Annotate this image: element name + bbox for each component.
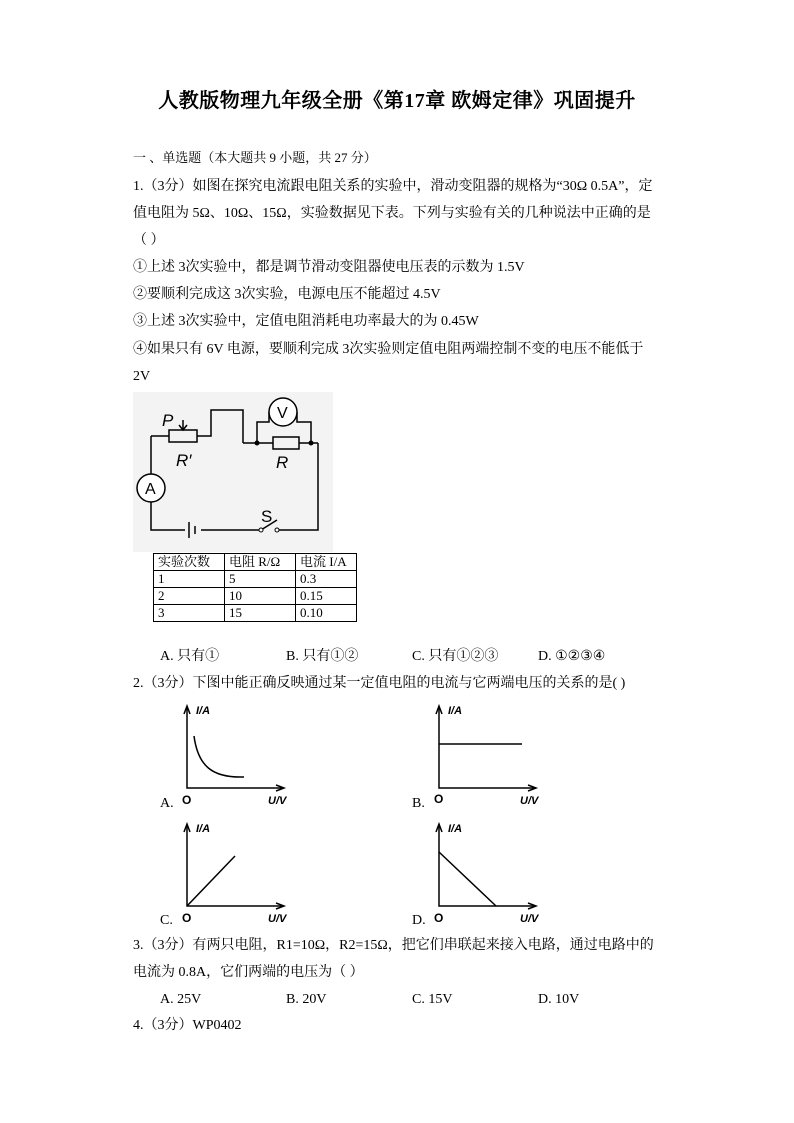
q2-option-d[interactable]: D.: [412, 913, 426, 928]
q1-statement-4-cont: 2V: [133, 369, 151, 384]
x-axis-label: U/V: [268, 795, 287, 807]
origin-label: O: [182, 911, 192, 925]
q1-option-b[interactable]: B. 只有①②: [286, 649, 359, 664]
q2-option-c[interactable]: C.: [160, 913, 173, 928]
table-cell: 0.3: [296, 571, 357, 588]
q3-stem-line-2: 电流为 0.8A，它们两端的电压为（ ）: [133, 965, 364, 980]
voltmeter-icon: V: [277, 405, 288, 422]
table-row: [154, 605, 357, 622]
q1-statement-3: ③上述 3次实验中，定值电阻消耗电功率最大的为 0.45W: [133, 314, 479, 329]
ammeter-icon: A: [145, 481, 156, 498]
q3-option-c[interactable]: C. 15V: [412, 992, 453, 1007]
label-p: P: [162, 411, 174, 430]
table-cell: 3: [154, 605, 225, 622]
origin-label: O: [434, 792, 444, 806]
q1-option-c[interactable]: C. 只有①②③: [412, 649, 499, 664]
q2-option-b[interactable]: B.: [412, 796, 425, 811]
table-cell: 2: [154, 588, 225, 605]
data-table: [153, 553, 357, 622]
q1-stem-line-3: （ ）: [133, 233, 165, 248]
graph-d: [424, 818, 554, 926]
table-header: 电阻 R/Ω: [225, 554, 296, 571]
q3-option-b[interactable]: B. 20V: [286, 992, 327, 1007]
x-axis-label: U/V: [268, 913, 287, 925]
graph-b: [424, 700, 554, 808]
section-heading: 一 、单选题（本大题共 9 小题，共 27 分）: [133, 150, 377, 165]
label-s: S: [261, 507, 273, 526]
q3-option-d[interactable]: D. 10V: [538, 992, 580, 1007]
page-title: 人教版物理九年级全册《第17章 欧姆定律》巩固提升: [158, 90, 636, 112]
table-row: [154, 588, 357, 605]
y-axis-label: I/A: [196, 705, 211, 717]
label-r: R: [276, 453, 289, 472]
q1-statement-2: ②要顺利完成这 3次实验，电源电压不能超过 4.5V: [133, 287, 441, 302]
origin-label: O: [182, 793, 192, 807]
table-cell: 5: [225, 571, 296, 588]
graph-a: [172, 700, 302, 808]
graph-c: [172, 818, 302, 926]
q1-statement-1: ①上述 3次实验中，都是调节滑动变阻器使电压表的示数为 1.5V: [133, 260, 525, 275]
q1-statement-4: ④如果只有 6V 电源，要顺利完成 3次实验则定值电阻两端控制不变的电压不能低于: [133, 342, 644, 357]
q2-option-a[interactable]: A.: [160, 796, 174, 811]
table-header: 实验次数: [154, 554, 225, 571]
q4-stem: 4.（3分）WP0402: [133, 1018, 242, 1033]
q1-option-a[interactable]: A. 只有①: [160, 649, 220, 664]
y-axis-label: I/A: [448, 823, 463, 835]
table-row: [154, 571, 357, 588]
table-header: 电流 I/A: [296, 554, 357, 571]
q3-option-a[interactable]: A. 25V: [160, 992, 202, 1007]
table-cell: 0.15: [296, 588, 357, 605]
circuit-diagram: [133, 392, 333, 552]
table-cell: 1: [154, 571, 225, 588]
q2-stem: 2.（3分）下图中能正确反映通过某一定值电阻的电流与它两端电压的关系的是( ): [133, 676, 626, 691]
q3-stem-line-1: 3.（3分）有两只电阻，R1=10Ω，R2=15Ω，把它们串联起来接入电路，通过电路中的: [133, 938, 654, 953]
q1-stem-line-2: 值电阻为 5Ω、10Ω、15Ω，实验数据见下表。下列与实验有关的几种说法中正确的是: [133, 206, 651, 221]
table-cell: 10: [225, 588, 296, 605]
table-cell: 15: [225, 605, 296, 622]
x-axis-label: U/V: [520, 913, 539, 925]
x-axis-label: U/V: [520, 795, 539, 807]
label-r-prime: R′: [176, 451, 192, 470]
q1-stem-line-1: 1.（3分）如图在探究电流跟电阻关系的实验中，滑动变阻器的规格为“30Ω 0.5A”，定: [133, 179, 653, 194]
y-axis-label: I/A: [448, 705, 463, 717]
table-header-row: [154, 554, 357, 571]
origin-label: O: [434, 911, 444, 925]
table-cell: 0.10: [296, 605, 357, 622]
q1-option-d[interactable]: D. ①②③④: [538, 649, 606, 664]
y-axis-label: I/A: [196, 823, 211, 835]
